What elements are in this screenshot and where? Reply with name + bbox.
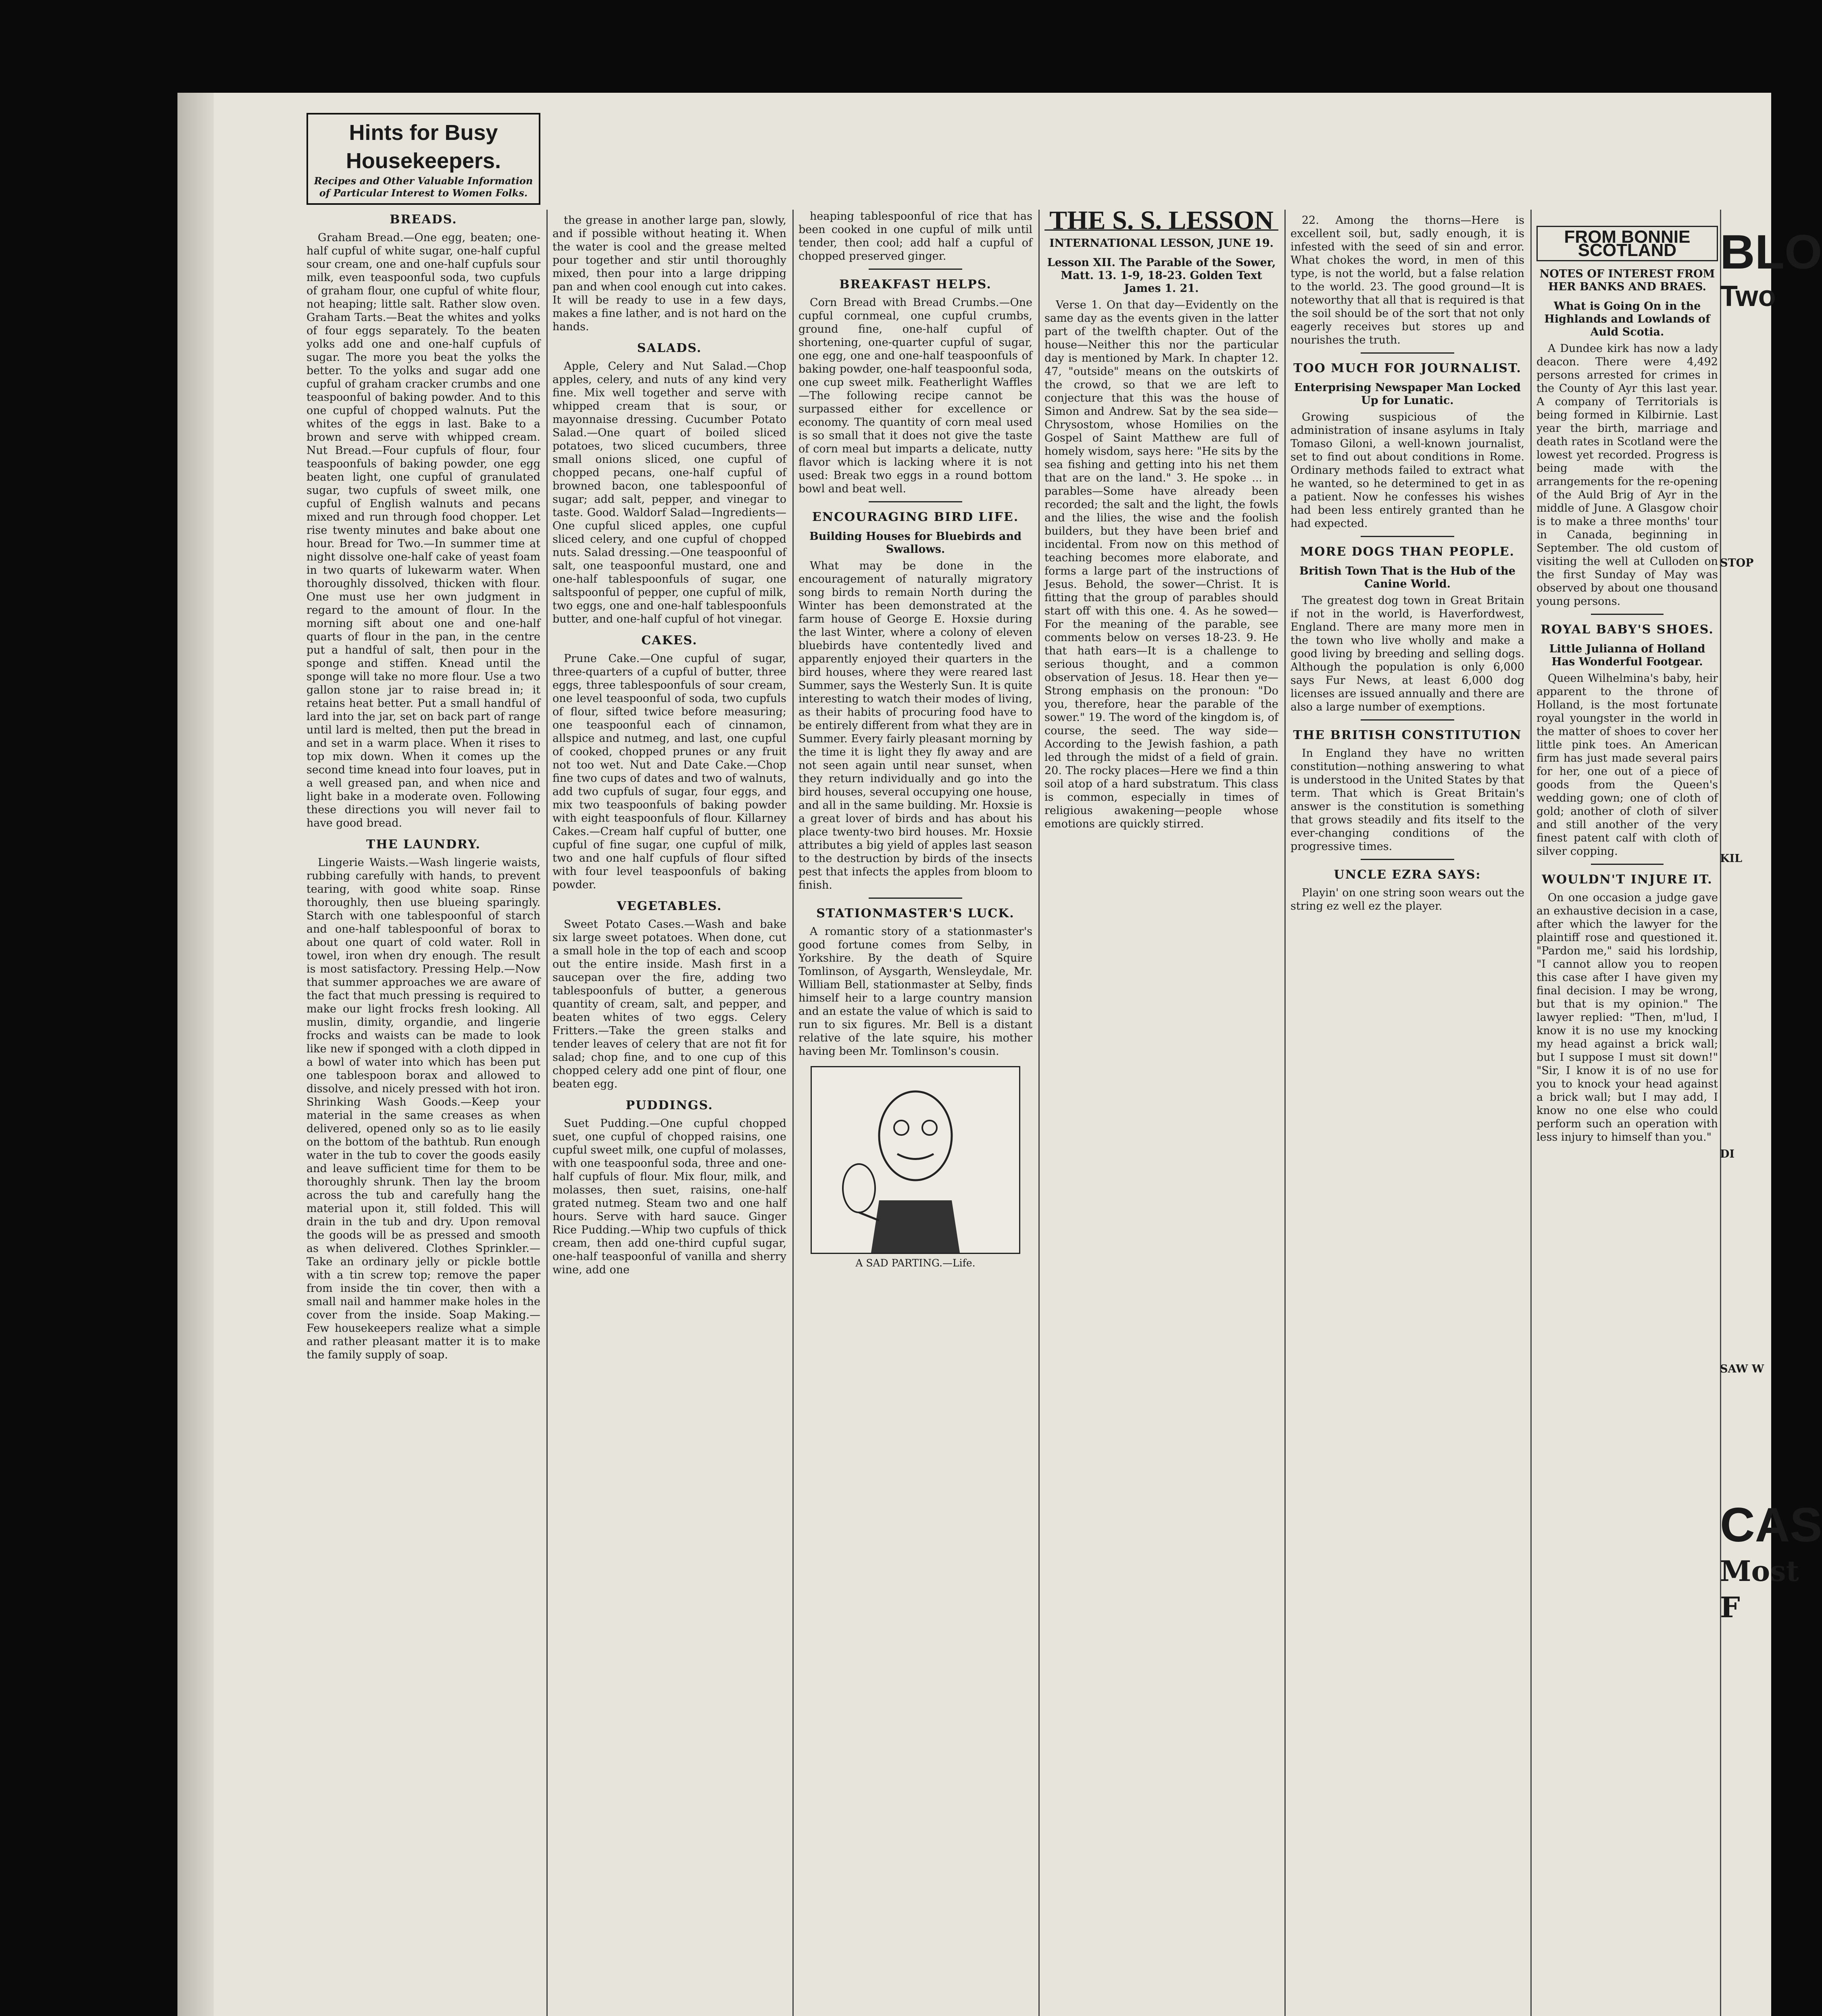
divider <box>869 501 962 502</box>
vegetables-heading: VEGETABLES. <box>617 899 722 913</box>
dogs-text: The greatest dog town in Great Britain if not in the world, is Haverfordwest, England. There are many more men in the town who live wholly and make a good living by breeding and selling dogs. Although the population is only 6,000 says Fur News, at least 6,000 dog licenses are issued annually and there are also a large number of exemptions. <box>1290 594 1524 713</box>
journalist-heading: TOO MUCH FOR JOURNALIST. <box>1293 361 1522 375</box>
clipped-headline-7: CAS <box>1720 1498 1822 1552</box>
royal-baby-heading: ROYAL BABY'S SHOES. <box>1541 623 1714 637</box>
divider <box>869 898 962 899</box>
column-rule <box>1284 210 1286 2016</box>
cartoon-caption: A SAD PARTING.—Life. <box>855 1257 976 1269</box>
clipped-heading-3: STOP <box>1720 557 1754 569</box>
clipped-heading-5: DI <box>1720 1148 1735 1160</box>
lesson-continued-text: 22. Among the thorns—Here is excellent soil, but, sadly enough, it is infested with the seed of sin and error. What chokes the word, in men of this type, is not the world, but a false relation to the world. 23. The good ground—It is noteworthy that all that is required is that the soil should be of the sort that not only eagerly receives but stores up and nourishes the truth. <box>1290 214 1524 346</box>
cartoon-illustration <box>811 1066 1020 1254</box>
journalist-subheading: Enterprising Newspaper Man Locked Up for Lunatic. <box>1294 381 1521 407</box>
divider <box>1591 864 1664 865</box>
stationmaster-heading: STATIONMASTER'S LUCK. <box>816 906 1015 921</box>
divider <box>869 269 962 270</box>
breads-text: Graham Bread.—One egg, beaten; one-half cupful of white sugar, one-half cupful sour cream, one and one-half cupfuls sour milk, even teaspoonful soda, two cupfuls of graham flour, one cupful of white flour, not heaping; little salt. Rather slow oven. Graham Tarts.—Beat the whites and yolks of four eggs separately. To the beaten yolks add one and one-half cupfuls of sugar. The more you beat the yolks the better. To the yolks and sugar add one cupful of graham cracker crumbs and one teaspoonful of baking powder. And to this one cupful of chopped walnuts. Put the whites of the eggs in last. Bake to a brown and serve with whipped cream. Nut Bread.—Four cupfuls of flour, four teaspoonfuls of baking powder, one egg beaten light, one cupful of granulated sugar, two cupfuls of sweet milk, one cupful of English walnuts and pecans mixed and run through food chopper. Let rise twenty minutes and bake about one hour. Bread for Two.—In summer time at night dissolve one-half cake of yeast foam in two quarts of lukewarm water. When thoroughly dissolved, thicken with flour. One must use her own judgment in regard to the amount of flour. In the morning sift about one and one-half quarts of flour in the pan, in the centre put a handful of salt, then pour in the sponge and stiffen. Knead until the sponge will take no more flour. Use a two gallon stone jar to raise bread in; it retains heat better. Put a small handful of lard into the jar, set on back part of range until lard is melted, then put the bread in and set in a warm place. When it rises to top mix down. When it comes up the second time knead into four loaves, put in a well greased pan, and when nice and light bake in a moderate oven. Following these directions you will never fail to have good bread. <box>306 231 540 829</box>
column-rule <box>1530 210 1532 2016</box>
divider <box>1361 719 1454 721</box>
constitution-text: In England they have no written constitution—nothing answering to what is understood in the United States by that term. That which is Great Britain's answer is the constitution is something that grows steadily and fits itself to the ever-changing conditions of the progressive times. <box>1290 747 1524 853</box>
housekeepers-subtitle: Recipes and Other Valuable Information of Particular Interest to Women Folks. <box>314 175 533 199</box>
cartoon-figure-icon <box>812 1067 1019 1253</box>
journalist-text: Growing suspicious of the administration of insane asylums in Italy Tomaso Giloni, a well-known journalist, set to find out about conditions in Rome. Ordinary methods failed to extract what he wanted, so he determined to get in as a patient. Now he confesses his wishes had been less entirely granted than he had expected. <box>1290 411 1524 530</box>
column-recipes <box>552 214 786 1278</box>
puddings-text: Suet Pudding.—One cupful chopped suet, one cupful of chopped raisins, one cupful sweet milk, one cupful of molasses, with one teaspoonful soda, three and one-half cupfuls of flour. Mix flour, milk, and molasses, then suet, raisins, one-half grated nutmeg. Steam two and one half hours. Serve with hard sauce. Ginger Rice Pudding.—Whip two cupfuls of thick cream, then add one-third cupful sugar, one-half teaspoonful of vanilla and sherry wine, add one <box>552 1117 786 1276</box>
breads-heading: BREADS. <box>390 212 457 227</box>
royal-baby-subheading: Little Julianna of Holland Has Wonderful Footgear. <box>1549 643 1705 668</box>
column-ss-lesson <box>1044 206 1278 832</box>
cakes-heading: CAKES. <box>641 633 698 648</box>
vegetables-text: Sweet Potato Cases.—Wash and bake six large sweet potatoes. When done, cut a small hole in the top of each and scoop out the entire inside. Mash first in a saucepan over the fire, adding two tablespoonfuls of butter, a generous quantity of cream, salt, and pepper, and beaten whites of two eggs. Celery Fritters.—Take the green stalks and tender leaves of celery that are not fit for salad; chop fine, and to one cup of this chopped celery add one pint of flour, one beaten egg. <box>552 918 786 1090</box>
puddings-heading: PUDDINGS. <box>625 1098 713 1112</box>
ss-lesson-text: Verse 1. On that day—Evidently on the same day as the events given in the latter part of the twelfth chapter. Out of the house—Neither this nor the particular day is mentioned by Mark. In chapter 12. 47, "outside" means on the outskirts of the crowd, so that we are left to conjecture that this was the house of Simon and Andrew. Sat by the sea side—Chrysostom, whose Homilies on the Gospel of Saint Matthew are full of homely wisdom, says here: "He sits by the sea fishing and getting into his net them that are on the land." 3. He spoke ... in parables—Some have already been recorded; the salt and the light, the fowls and the lilies, the wise and the foolish builders, but they have been brief and incidental. From now on this method of teaching becomes more elaborate, and forms a large part of the instructions of Jesus. Behold, the sower—Christ. It is fitting that the group of parables should start off with this one. 4. As he sowed—For the meaning of the parable, see comments below on verses 18-23. 9. He that hath ears—It is a challenge to serious thought, and a common observation of Jesus. 18. Hear then ye—Strong emphasis on the pronoun: "Do you, therefore, hear the parable of the sower." 19. The word of the kingdom is, of course, the seed. The way side—According to the Jewish fashion, a path led through the midst of a field of grain. 20. The rocky places—Here we find a thin soil atop of a hard substratum. This class is common, especially in times of religious awakening—people whose emotions are quickly stirred. <box>1044 299 1278 830</box>
divider <box>1361 352 1454 354</box>
ss-lesson-date: INTERNATIONAL LESSON, JUNE 19. <box>1049 237 1274 250</box>
laundry-heading: THE LAUNDRY. <box>366 837 481 852</box>
divider <box>1361 859 1454 860</box>
uncle-ezra-text: Playin' on one string soon wears out the string ez well ez the player. <box>1290 887 1524 912</box>
divider <box>1591 614 1664 615</box>
scotland-subheading-2: What is Going On in the Highlands and Lowlands of Auld Scotia. <box>1544 300 1710 338</box>
cakes-text: Prune Cake.—One cupful of sugar, three-quarters of a cupful of butter, three eggs, three tablespoonfuls of sour cream, one level teaspoonful of soda, two cupfuls of flour, sifted twice before measuring; one teaspoonful each of cinnamon, allspice and nutmeg, and last, one cupful of cooked, chopped prunes or any fruit not too wet. Nut and Date Cake.—Chop fine two cups of dates and two of walnuts, add two cupfuls of sugar, four eggs, and mix two teaspoonfuls of baking powder with eight teaspoonfuls of flour. Killarney Cakes.—Cream half cupful of butter, one cupful of fine sugar, one cupful of milk, two and one half cupfuls of flour sifted with four level teaspoonfuls of baking powder. <box>552 652 786 891</box>
ss-lesson-subject: Lesson XII. The Parable of the Sower, Matt. 13. 1-9, 18-23. Golden Text James 1. 21. <box>1047 256 1276 295</box>
column-birds <box>798 210 1032 1270</box>
wouldnt-injure-heading: WOULDN'T INJURE IT. <box>1542 873 1713 887</box>
dogs-heading: MORE DOGS THAN PEOPLE. <box>1300 545 1515 559</box>
clipped-headline-9: F <box>1720 1591 1740 1624</box>
laundry-text: Lingerie Waists.—Wash lingerie waists, rubbing carefully with hands, to prevent tearing, with good white soap. Rinse thoroughly, then use blueing sparingly. Starch with one tablespoonful of starch and one-half tablespoonful of borax to about one quart of cold water. Roll in towel, iron when dry enough. The result is most satisfactory. Pressing Help.—Now that summer approaches we are aware of the fact that much pressing is required to make our light frocks fresh looking. All muslin, dimity, organdie, and lingerie frocks and waists can be made to look like new if sponged with a cloth dipped in a bowl of water into which has been put one tablespoon borax and allowed to dissolve, and nicely pressed with hot iron. Shrinking Wash Goods.—Keep your material in the same creases as when delivered, opened only so as to lie easily on the bottom of the bathtub. Run enough water in the tub to cover the goods easily and leave sufficient time for them to be thoroughly shrunk. Then lay the broom across the tub and carefully hang the material upon it, still folded. This will drain in the tub and dry. Upon removal the goods will be as pressed and smooth as when delivered. Clothes Sprinkler.—Take an ordinary jelly or pickle bottle with a tin screw top; remove the paper from inside the tin cover, then with a small nail and hammer make holes in the cover from the inside. Soap Making.—Few housekeepers realize what a simple and rather pleasant matter it is to make the family supply of soap. <box>306 856 540 1361</box>
scotland-subheading: NOTES OF INTEREST FROM HER BANKS AND BRAES. <box>1539 268 1715 293</box>
clipped-headline-1: BLO <box>1720 225 1822 279</box>
royal-baby-text: Queen Wilhelmina's baby, heir apparent to the throne of Holland, is the most fortunate royal youngster in the world in the matter of shoes to cover her little pink toes. An American firm has just made several pairs for her, one out of a piece of goods from the Queen's wedding gown; one of cloth of gold; another of cloth of silver and still another of the very finest patent calf with cloth of silver copping. <box>1536 672 1718 858</box>
scotland-text: A Dundee kirk has now a lady deacon. There were 4,492 persons arrested for crimes in the County of Ayr this last year. A company of Territorials is being formed in Kilbirnie. Last year the birth, marriage and death rates in Scotland were the lowest yet recorded. Progress is being made with the arrangements for the re-opening of the Auld Brig of Ayr in the middle of June. A Glasgow choir is to make a three months' tour in Canada, beginning in September. The old custom of visiting the well at Culloden on the first Sunday of May was observed by about one thousand young persons. <box>1536 342 1718 608</box>
salads-heading: SALADS. <box>637 341 702 355</box>
breakfast-heading: BREAKFAST HELPS. <box>839 277 992 292</box>
housekeepers-box <box>306 113 540 205</box>
rice-continued-text: heaping tablespoonful of rice that has been cooked in one cupful of milk until tender, then cool; add half a cupful of chopped preserved ginger. <box>798 210 1032 262</box>
soap-continued-text: the grease in another large pan, slowly, and if possible without heating it. When the water is cool and the grease melted pour together and stir until thoroughly mixed, then pour into a large dripping pan and when cool enough cut into cakes. It will be ready to use in a few days, makes a fine lather, and is not hard on the hands. <box>552 214 786 333</box>
clipped-heading-4: KIL <box>1720 852 1743 865</box>
breakfast-text: Corn Bread with Bread Crumbs.—One cupful cornmeal, one cupful crumbs, ground fine, one-half cupful of shortening, one-quarter cupful of sugar, one egg, one and one-half teaspoonfuls of baking powder, one-half teaspoonful soda, one cup sweet milk. Featherlight Waffles—The following recipe cannot be surpassed either for excellence or economy. The quantity of corn meal used is so small that it does not give the taste of corn meal but imparts a delicate, nutty flavor which is lacking where it is not used: Break two eggs in a round bottom bowl and beat well. <box>798 296 1032 495</box>
column-scotland <box>1536 226 1718 1145</box>
uncle-ezra-heading: UNCLE EZRA SAYS: <box>1334 868 1481 882</box>
constitution-heading: THE BRITISH CONSTITUTION <box>1293 728 1522 742</box>
ss-lesson-title: THE S. S. LESSON <box>1044 214 1278 231</box>
dogs-subheading: British Town That is the Hub of the Canine World. <box>1299 565 1516 590</box>
column-rule <box>792 210 794 2016</box>
clipped-headline-8: Most <box>1720 1554 1799 1588</box>
scotland-title: FROM BONNIE SCOTLAND <box>1536 226 1718 261</box>
housekeepers-title: Hints for Busy Housekeepers. <box>346 121 501 173</box>
clipped-heading-6: SAW W <box>1720 1363 1764 1375</box>
birds-text: What may be done in the encouragement of naturally migratory song birds to remain North during the Winter has been demonstrated at the farm house of George E. Hoxsie during the last Winter, where a colony of eleven bluebirds have contentedly lived and apparently enjoyed their quarters in the bird houses, where they were reared last Summer, says the Westerly Sun. It is quite interesting to watch their modes of living, as their habits of procuring food have to be entirely different from what they are in Summer. Every fairly pleasant morning by the time it is light they fly away and are not seen again until near sunset, when they return individually and go into the bird houses, several occupying one house, and all in the same building. Mr. Hoxsie is a great lover of birds and has about his place twenty-two bird houses. Mr. Hoxsie attributes a big yield of apples last season to the destruction by birds of the insects pest that infects the apples from bloom to finish. <box>798 560 1032 891</box>
divider <box>1361 536 1454 537</box>
birds-subheading: Building Houses for Bluebirds and Swallows. <box>809 530 1022 556</box>
page-binding <box>177 93 214 2016</box>
wouldnt-injure-text: On one occasion a judge gave an exhaustive decision in a case, after which the lawyer for the plaintiff rose and questioned it. "Pardon me," said his lordship, "I cannot allow you to reopen this case after I have given my final decision. I may be wrong, but that is my opinion." The lawyer replied: "Then, m'lud, I know it is no use my knocking my head against a brick wall; but I suppose I must sit down!" "Sir, I know it is of no use for you to knock your head against a brick wall; but I may add, I know no one else who could perform such an operation with less injury to himself than you." <box>1536 891 1718 1143</box>
adjacent-page-fragment <box>1720 225 1822 1626</box>
birds-heading: ENCOURAGING BIRD LIFE. <box>812 510 1019 524</box>
salads-text: Apple, Celery and Nut Salad.—Chop apples, celery, and nuts of any kind very fine. Mix well together and serve with whipped cream that is sour, or mayonnaise dressing. Cucumber Potato Salad.—One quart of boiled sliced potatoes, two sliced cucumbers, three small onions sliced, one cupful of chopped pecans, one-half cupful of browned bacon, one tablespoonful of sugar; add salt, pepper, and vinegar to taste. Good. Waldorf Salad—Ingredients—One cupful sliced apples, one cupful sliced celery, and one cupful of chopped nuts. Salad dressing.—One teaspoonful of salt, one teaspoonful mustard, one and one-half tablespoonfuls of sugar, one saltspoonful of pepper, one cupful of milk, two eggs, one and one-half tablespoonfuls butter, and one-half cupful of hot vinegar. <box>552 360 786 625</box>
column-misc <box>1290 214 1524 914</box>
clipped-headline-2: Two <box>1720 280 1776 312</box>
column-rule <box>546 210 548 2016</box>
column-housekeepers <box>306 113 540 1363</box>
stationmaster-text: A romantic story of a stationmaster's good fortune comes from Selby, in Yorkshire. By the death of Squire Tomlinson, of Aysgarth, Wensleydale, Mr. William Bell, stationmaster at Selby, finds himself heir to a large country mansion and an estate the value of which is said to run to six figures. Mr. Bell is a distant relative of the late squire, his mother having been Mr. Tomlinson's cousin. <box>798 925 1032 1058</box>
column-rule <box>1038 210 1040 2016</box>
